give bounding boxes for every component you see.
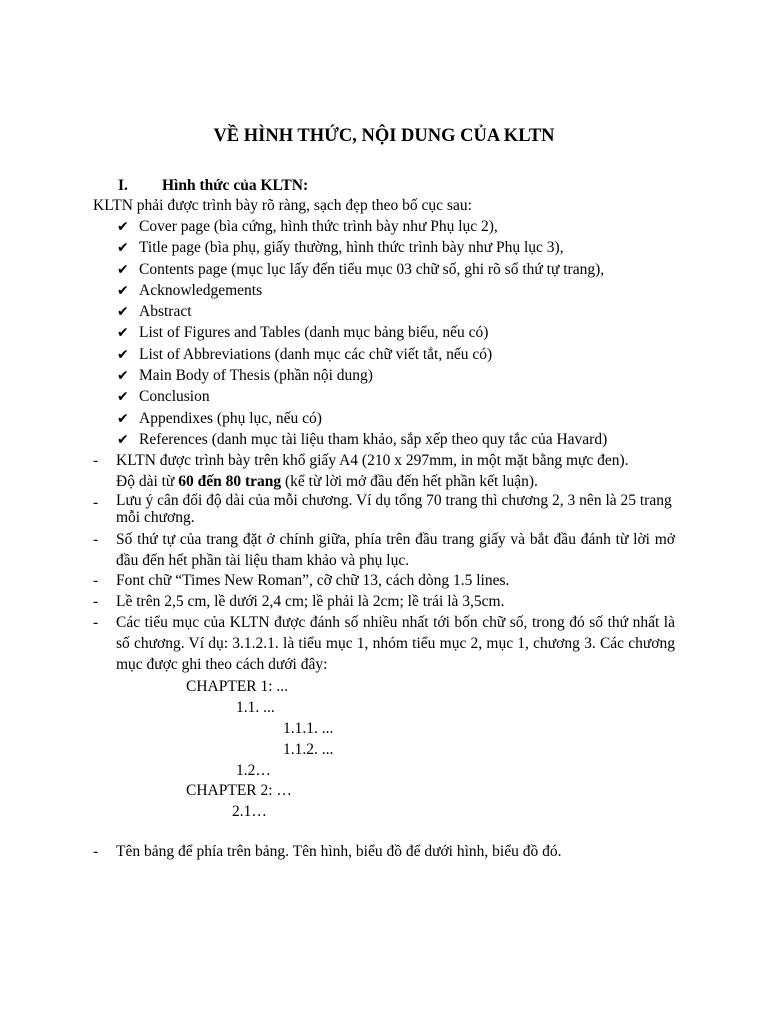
checklist-item: ✔ List of Abbreviations (danh mục các chữ viết tắt, nếu có): [117, 344, 607, 365]
checklist-item: ✔ References (danh mục tài liệu tham khảo, sắp xếp theo quy tắc của Havard): [117, 429, 607, 450]
outline-chapter-2: CHAPTER 2: …: [186, 782, 292, 799]
checklist-item: ✔ Contents page (mục lục lấy đến tiểu mục 03 chữ số, ghi rõ số thứ tự trang),: [117, 259, 607, 280]
check-icon: ✔: [117, 282, 129, 299]
dash-bullet: -: [93, 593, 99, 610]
outline-section-2-1: 2.1…: [232, 803, 267, 820]
outline-subsection-1-1-1: 1.1.1. ...: [283, 720, 334, 737]
intro-text: KLTN phải được trình bày rõ ràng, sạch đẹp theo bố cục sau:: [93, 197, 472, 214]
check-icon: ✔: [117, 219, 129, 235]
dash-bullet: -: [93, 452, 99, 469]
check-icon: ✔: [117, 410, 129, 427]
checklist-item: ✔ Main Body of Thesis (phần nội dung): [117, 365, 607, 386]
check-icon: ✔: [117, 431, 129, 448]
check-icon: ✔: [117, 304, 129, 321]
outline-section-1-2: 1.2…: [236, 762, 271, 779]
section-heading-text: Hình thức của KLTN:: [162, 177, 309, 194]
rule-balance-text: Lưu ý cân đối độ dài của mỗi chương. Ví dụ tổng 70 trang thì chương 2, 3 nên là 25 trang mỗi chương.: [116, 492, 672, 526]
rule-paper: - KLTN được trình bày trên khổ giấy A4 (210 x 297mm, in một mặt bằng mực đen). Độ dài từ 60 đến 80 trang (kể từ lời mở đầu đến hết phần kết luận).: [93, 452, 629, 490]
checklist-item: ✔ List of Figures and Tables (danh mục bảng biểu, nếu có): [117, 322, 607, 343]
rule-font: [93, 570, 675, 591]
outline-chapter-1: CHAPTER 1: ...: [186, 678, 289, 695]
dash-bullet: -: [93, 531, 99, 548]
rule-page-number-text: Số thứ tự của trang đặt ở chính giữa, phía trên đầu trang giấy và bắt đầu đánh từ lời mở đầu đến hết phần tài liệu tham khảo và phụ lục.: [116, 531, 675, 569]
rule-font-text: Font chữ “Times New Roman”, cỡ chữ 13, cách dòng 1.5 lines.: [116, 572, 510, 589]
check-icon: ✔: [117, 325, 129, 342]
checklist-item: ✔ Title page (bìa phụ, giấy thường, hình thức trình bày như Phụ lục 3),: [117, 237, 607, 258]
section-number: I.: [118, 177, 128, 194]
check-icon: ✔: [117, 261, 129, 278]
rule-numbering: [93, 612, 675, 675]
checklist-item: ✔ Abstract: [117, 301, 607, 322]
rule-numbering-text: Các tiểu mục của KLTN được đánh số nhiều nhất tới bốn chữ số, trong đó số thứ nhất là số chương. Ví dụ: 3.1.2.1. là tiểu mục 1, nhóm tiểu mục 2, mục 1, chương 3. Các chương mục được ghi theo cách dưới đây:: [116, 614, 675, 673]
dash-bullet: -: [93, 843, 99, 860]
length-highlight: 60 đến 80 trang: [178, 473, 282, 490]
checklist-item: ✔ Conclusion: [117, 386, 607, 407]
check-icon: ✔: [117, 389, 129, 406]
rule-margins: [93, 591, 675, 612]
dash-bullet: -: [93, 614, 99, 631]
document-title: VỀ HÌNH THỨC, NỘI DUNG CỦA KLTN: [213, 126, 555, 146]
dash-bullet: -: [93, 494, 99, 511]
dash-bullet: -: [93, 572, 99, 589]
rule-balance: [93, 492, 675, 526]
rule-margins-text: Lề trên 2,5 cm, lề dưới 2,4 cm; lề phải là 2cm; lề trái là 3,5cm.: [116, 593, 505, 610]
structure-checklist: [117, 216, 607, 450]
outline-section-1-1: 1.1. ...: [236, 699, 275, 716]
section-heading: [118, 176, 308, 196]
check-icon: ✔: [117, 346, 129, 363]
rule-paper-text: KLTN được trình bày trên khổ giấy A4 (210 x 297mm, in một mặt bằng mực đen).: [116, 452, 629, 469]
rule-page-number: [93, 529, 675, 571]
check-icon: ✔: [117, 368, 129, 385]
rule-tables: [93, 841, 675, 862]
check-icon: ✔: [117, 240, 129, 257]
checklist-item: ✔ Appendixes (phụ lục, nếu có): [117, 408, 607, 429]
outline-subsection-1-1-2: 1.1.2. ...: [283, 741, 334, 758]
checklist-item: ✔ Cover page (bìa cứng, hình thức trình bày như Phụ lục 2),: [117, 216, 607, 237]
rule-tables-text: Tên bảng để phía trên bảng. Tên hình, biểu đồ để dưới hình, biểu đồ đó.: [116, 843, 562, 860]
checklist-item: ✔ Acknowledgements: [117, 280, 607, 301]
